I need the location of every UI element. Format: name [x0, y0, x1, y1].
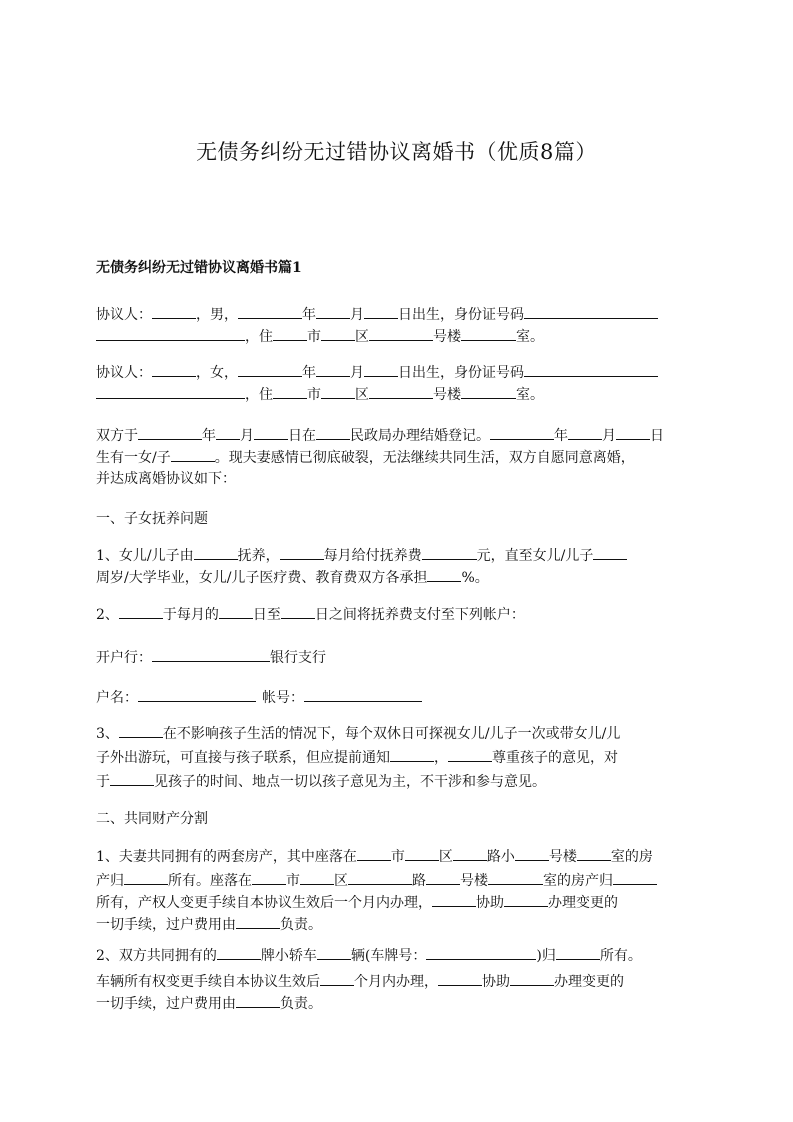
blank-field [426, 869, 460, 885]
sec2-p1-line1 [96, 845, 653, 868]
text: 月 [602, 428, 616, 444]
text: 在不影响孩子生活的情况下，每个双休日可探视女儿/儿子一次或带女儿/儿 [162, 726, 621, 742]
text: 周岁/大学毕业，女儿/儿子医疗费、教育费双方各承担 [96, 570, 428, 586]
bank-line [96, 646, 326, 669]
blank-field [152, 646, 270, 662]
blank-field [510, 970, 554, 986]
text: %。 [461, 570, 489, 586]
text: 辆(车牌号： [350, 948, 427, 964]
blank-field [316, 424, 350, 440]
blank-field [524, 303, 658, 319]
blank-field [577, 845, 611, 861]
sec1-p3-line2 [96, 746, 618, 769]
text: 民政局办理结婚登记。 [350, 428, 490, 444]
blank-field [364, 303, 398, 319]
blank-field [273, 383, 307, 399]
text: 日 [650, 428, 664, 444]
text: 。现夫妻感情已彻底破裂，无法继续共同生活，双方自愿同意离婚， [214, 450, 635, 466]
blank-field [280, 544, 324, 560]
text: 区 [438, 849, 453, 865]
blank-field [556, 944, 600, 960]
sec2-p1-line3 [96, 891, 618, 914]
blank-field [119, 722, 163, 738]
blank-field [357, 845, 391, 861]
blank-field [273, 325, 307, 341]
text: 年 [302, 365, 316, 381]
text: 月 [350, 307, 364, 323]
text: 号楼 [548, 849, 577, 865]
blank-field [96, 325, 245, 341]
text: 一切手续，过户费用由 [96, 996, 236, 1012]
blank-field [300, 869, 334, 885]
text: 所有。 [599, 948, 642, 964]
text: 室的房 [610, 849, 653, 865]
text: ，男， [196, 307, 238, 323]
text: 协助 [476, 895, 504, 911]
text: 车辆所有权变更手续自本协议生效后 [96, 974, 320, 990]
text: )归 [536, 948, 556, 964]
party2-line2 [96, 383, 544, 406]
blank-field [216, 424, 240, 440]
text: 月 [350, 365, 364, 381]
text: 2、双方共同拥有的 [96, 948, 217, 964]
sec1-p3-line3 [96, 770, 546, 793]
blank-field [524, 361, 658, 377]
blank-field [321, 325, 355, 341]
text: 区 [334, 873, 348, 889]
text: 市 [286, 873, 300, 889]
text: 号楼 [460, 873, 488, 889]
text: 路小 [486, 849, 515, 865]
text: 年 [202, 428, 216, 444]
text: 生有一女/子 [96, 450, 171, 466]
text: ，住 [245, 387, 273, 403]
blank-field [252, 869, 286, 885]
text: 子外出游玩，可直接与孩子联系，但应提前通知 [96, 750, 390, 766]
text: 双方于 [96, 428, 138, 444]
section-title: 无债务纠纷无过错协议离婚书篇1 [96, 260, 302, 276]
blank-field [320, 970, 354, 986]
blank-field [488, 869, 543, 885]
blank-field [613, 869, 657, 885]
blank-field [427, 566, 461, 582]
text: 一切手续，过户费用由 [96, 917, 236, 933]
blank-field [515, 845, 549, 861]
blank-field [390, 746, 434, 762]
text: 个月内办理， [354, 974, 438, 990]
blank-field [461, 383, 516, 399]
blank-field [405, 845, 439, 861]
party1-line2 [96, 325, 544, 348]
text: 元，直至女儿/儿子 [476, 548, 594, 564]
text: 日出生，身份证号码 [398, 365, 524, 381]
text: 协议人： [96, 307, 152, 323]
blank-field [119, 603, 163, 619]
text: 1、夫妻共同拥有的两套房产，其中座落在 [96, 849, 357, 865]
account-line [96, 686, 422, 709]
text: 区 [355, 387, 369, 403]
text: 协议人： [96, 365, 152, 381]
blank-field [453, 845, 487, 861]
text: 见孩子的时间、地点一切以孩子意见为主，不干涉和参与意见。 [154, 774, 546, 790]
text: 所有。座落在 [168, 873, 252, 889]
text: ，住 [245, 329, 273, 345]
blank-field [321, 383, 355, 399]
text: 市 [307, 329, 321, 345]
text: 年 [302, 307, 316, 323]
text: 银行支行 [270, 650, 326, 666]
text: 于 [96, 774, 110, 790]
blank-field [96, 383, 245, 399]
sec2-p1-line4 [96, 913, 322, 936]
text: 牌小轿车 [260, 948, 317, 964]
sec1-p3-line1 [96, 722, 620, 745]
blank-field [254, 424, 288, 440]
marriage-line2 [96, 446, 635, 469]
blank-field [194, 544, 238, 560]
text: 办理变更的 [554, 974, 624, 990]
section1-heading: 一、子女抚养问题 [96, 511, 208, 527]
blank-field [348, 869, 412, 885]
blank-field [369, 383, 433, 399]
blank-field [369, 325, 433, 341]
blank-field [238, 303, 302, 319]
text: 日出生，身份证号码 [398, 307, 524, 323]
text: 抚养， [237, 548, 280, 564]
blank-field [304, 686, 422, 702]
blank-field [438, 970, 482, 986]
text: 3、 [96, 726, 119, 742]
blank-field [281, 603, 315, 619]
sec1-p1-line1 [96, 544, 627, 567]
blank-field [138, 424, 202, 440]
text: 室的房产归 [543, 873, 613, 889]
text: 于每月的 [162, 607, 219, 623]
text: 市 [390, 849, 405, 865]
blank-field [138, 686, 256, 702]
text: 日之间将抚养费支付至下列帐户： [314, 607, 525, 623]
sec2-p2-line1 [96, 944, 642, 967]
text: 负责。 [280, 917, 322, 933]
text: 区 [355, 329, 369, 345]
blank-field [219, 603, 253, 619]
blank-field [316, 303, 350, 319]
blank-field [593, 544, 627, 560]
sec1-p2 [96, 603, 525, 626]
text: 协助 [482, 974, 510, 990]
blank-field [317, 944, 351, 960]
text: 市 [307, 387, 321, 403]
blank-field [364, 361, 398, 377]
text: 日在 [288, 428, 316, 444]
text: 号楼 [433, 329, 461, 345]
document-title: 无债务纠纷无过错协议离婚书（优质8篇） [196, 140, 597, 164]
sec2-p2-line3 [96, 992, 322, 1015]
party1-line1 [96, 303, 658, 326]
text: 室。 [516, 329, 544, 345]
blank-field [217, 944, 261, 960]
text: ， [434, 750, 448, 766]
blank-field [171, 446, 215, 462]
text: 1、女儿/儿子由 [96, 548, 194, 564]
text: 产归 [96, 873, 124, 889]
blank-field [432, 891, 476, 907]
blank-field [152, 303, 196, 319]
marriage-line1 [96, 424, 664, 447]
blank-field [110, 770, 154, 786]
blank-field [422, 544, 477, 560]
sec1-p1-line2 [96, 566, 489, 589]
blank-field [461, 325, 516, 341]
blank-field [124, 869, 168, 885]
text: 帐号： [262, 690, 304, 706]
text: 办理变更的 [548, 895, 618, 911]
text: 日至 [252, 607, 281, 623]
blank-field [316, 361, 350, 377]
blank-field [568, 424, 602, 440]
text: 开户行： [96, 650, 152, 666]
text: 室。 [516, 387, 544, 403]
blank-field [152, 361, 196, 377]
blank-field [616, 424, 650, 440]
text: 年 [554, 428, 568, 444]
section2-heading: 二、共同财产分割 [96, 811, 208, 827]
blank-field [448, 746, 492, 762]
blank-field [236, 913, 280, 929]
blank-field [238, 361, 302, 377]
blank-field [504, 891, 548, 907]
blank-field [236, 992, 280, 1008]
text: 负责。 [280, 996, 322, 1012]
text: 2、 [96, 607, 119, 623]
text: 路 [412, 873, 426, 889]
sec2-p1-line2 [96, 869, 657, 892]
party2-line1 [96, 361, 658, 384]
text: 户名： [96, 690, 138, 706]
marriage-line3: 并达成离婚协议如下： [96, 471, 236, 487]
text: 月 [240, 428, 254, 444]
text: 号楼 [433, 387, 461, 403]
blank-field [426, 944, 536, 960]
sec2-p2-line2 [96, 970, 624, 993]
text: 所有，产权人变更手续自本协议生效后一个月内办理， [96, 895, 432, 911]
text: 每月给付抚养费 [323, 548, 422, 564]
text: 尊重孩子的意见，对 [492, 750, 618, 766]
blank-field [490, 424, 554, 440]
text: ，女， [196, 365, 238, 381]
